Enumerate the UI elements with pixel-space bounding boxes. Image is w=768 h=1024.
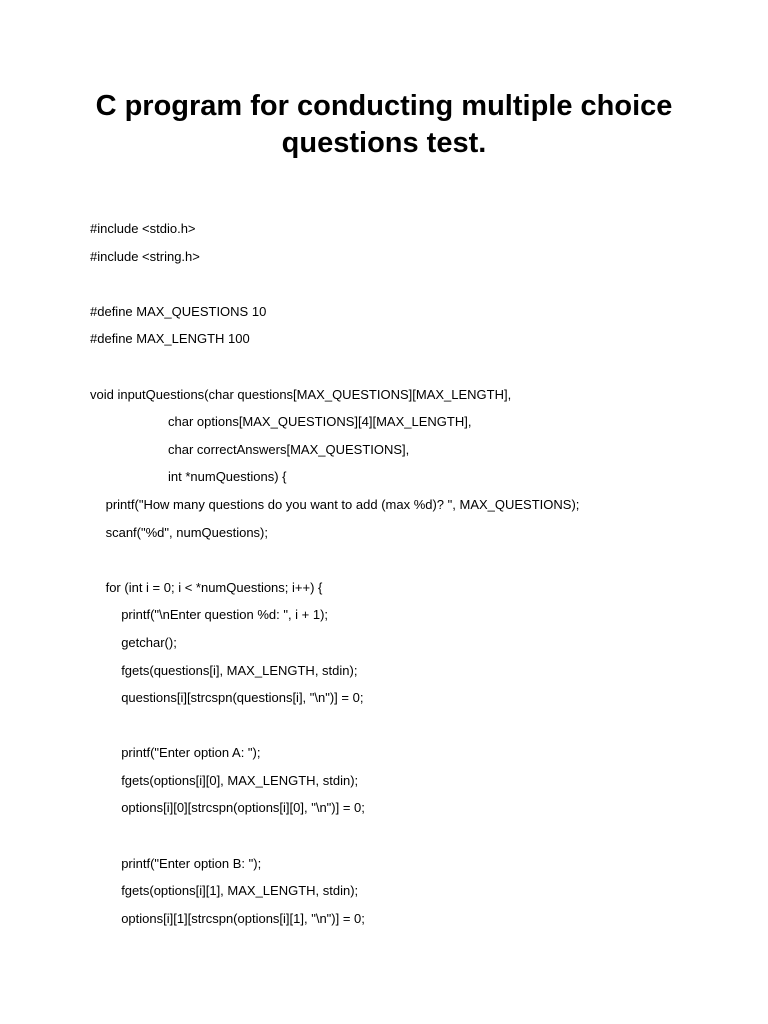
- blank-code-line: [90, 353, 579, 381]
- page-title: [60, 88, 708, 162]
- code-line: options[i][1][strcspn(options[i][1], "\n")] = 0;: [121, 910, 365, 926]
- code-line: void inputQuestions(char questions[MAX_QUESTIONS][MAX_LENGTH],: [90, 386, 512, 402]
- code-line: char correctAnswers[MAX_QUESTIONS],: [168, 441, 410, 457]
- code-line: printf("Enter option A: ");: [121, 745, 261, 761]
- code-line: printf("How many questions do you want to add (max %d)? ", MAX_QUESTIONS);: [105, 496, 580, 512]
- code-line: int *numQuestions) {: [168, 469, 287, 485]
- code-line: #define MAX_QUESTIONS 10: [90, 303, 267, 319]
- code-line: char options[MAX_QUESTIONS][4][MAX_LENGTH],: [168, 414, 472, 430]
- blank-code-line: [90, 712, 579, 740]
- blank-code-line: [90, 546, 579, 574]
- code-line: printf("\nEnter question %d: ", i + 1);: [121, 607, 329, 623]
- blank-code-line: [90, 822, 579, 850]
- code-line: for (int i = 0; i < *numQuestions; i++) {: [105, 579, 323, 595]
- blank-code-line: [90, 270, 579, 298]
- code-line: fgets(options[i][1], MAX_LENGTH, stdin);: [121, 883, 359, 899]
- code-block: [90, 215, 579, 932]
- title-line: C program for conducting multiple choice: [95, 90, 673, 122]
- code-line: questions[i][strcspn(questions[i], "\n")] = 0;: [121, 690, 364, 706]
- code-line: scanf("%d", numQuestions);: [105, 524, 268, 540]
- code-line: fgets(questions[i], MAX_LENGTH, stdin);: [121, 662, 358, 678]
- code-line: printf("Enter option B: ");: [121, 855, 262, 871]
- code-line: #include <stdio.h>: [90, 221, 196, 236]
- code-line: #define MAX_LENGTH 100: [90, 331, 250, 347]
- code-line: #include <string.h>: [90, 248, 200, 264]
- code-line: getchar();: [121, 634, 177, 650]
- code-line: options[i][0][strcspn(options[i][0], "\n")] = 0;: [121, 800, 365, 816]
- title-line: questions test.: [281, 127, 487, 159]
- code-line: fgets(options[i][0], MAX_LENGTH, stdin);: [121, 772, 359, 788]
